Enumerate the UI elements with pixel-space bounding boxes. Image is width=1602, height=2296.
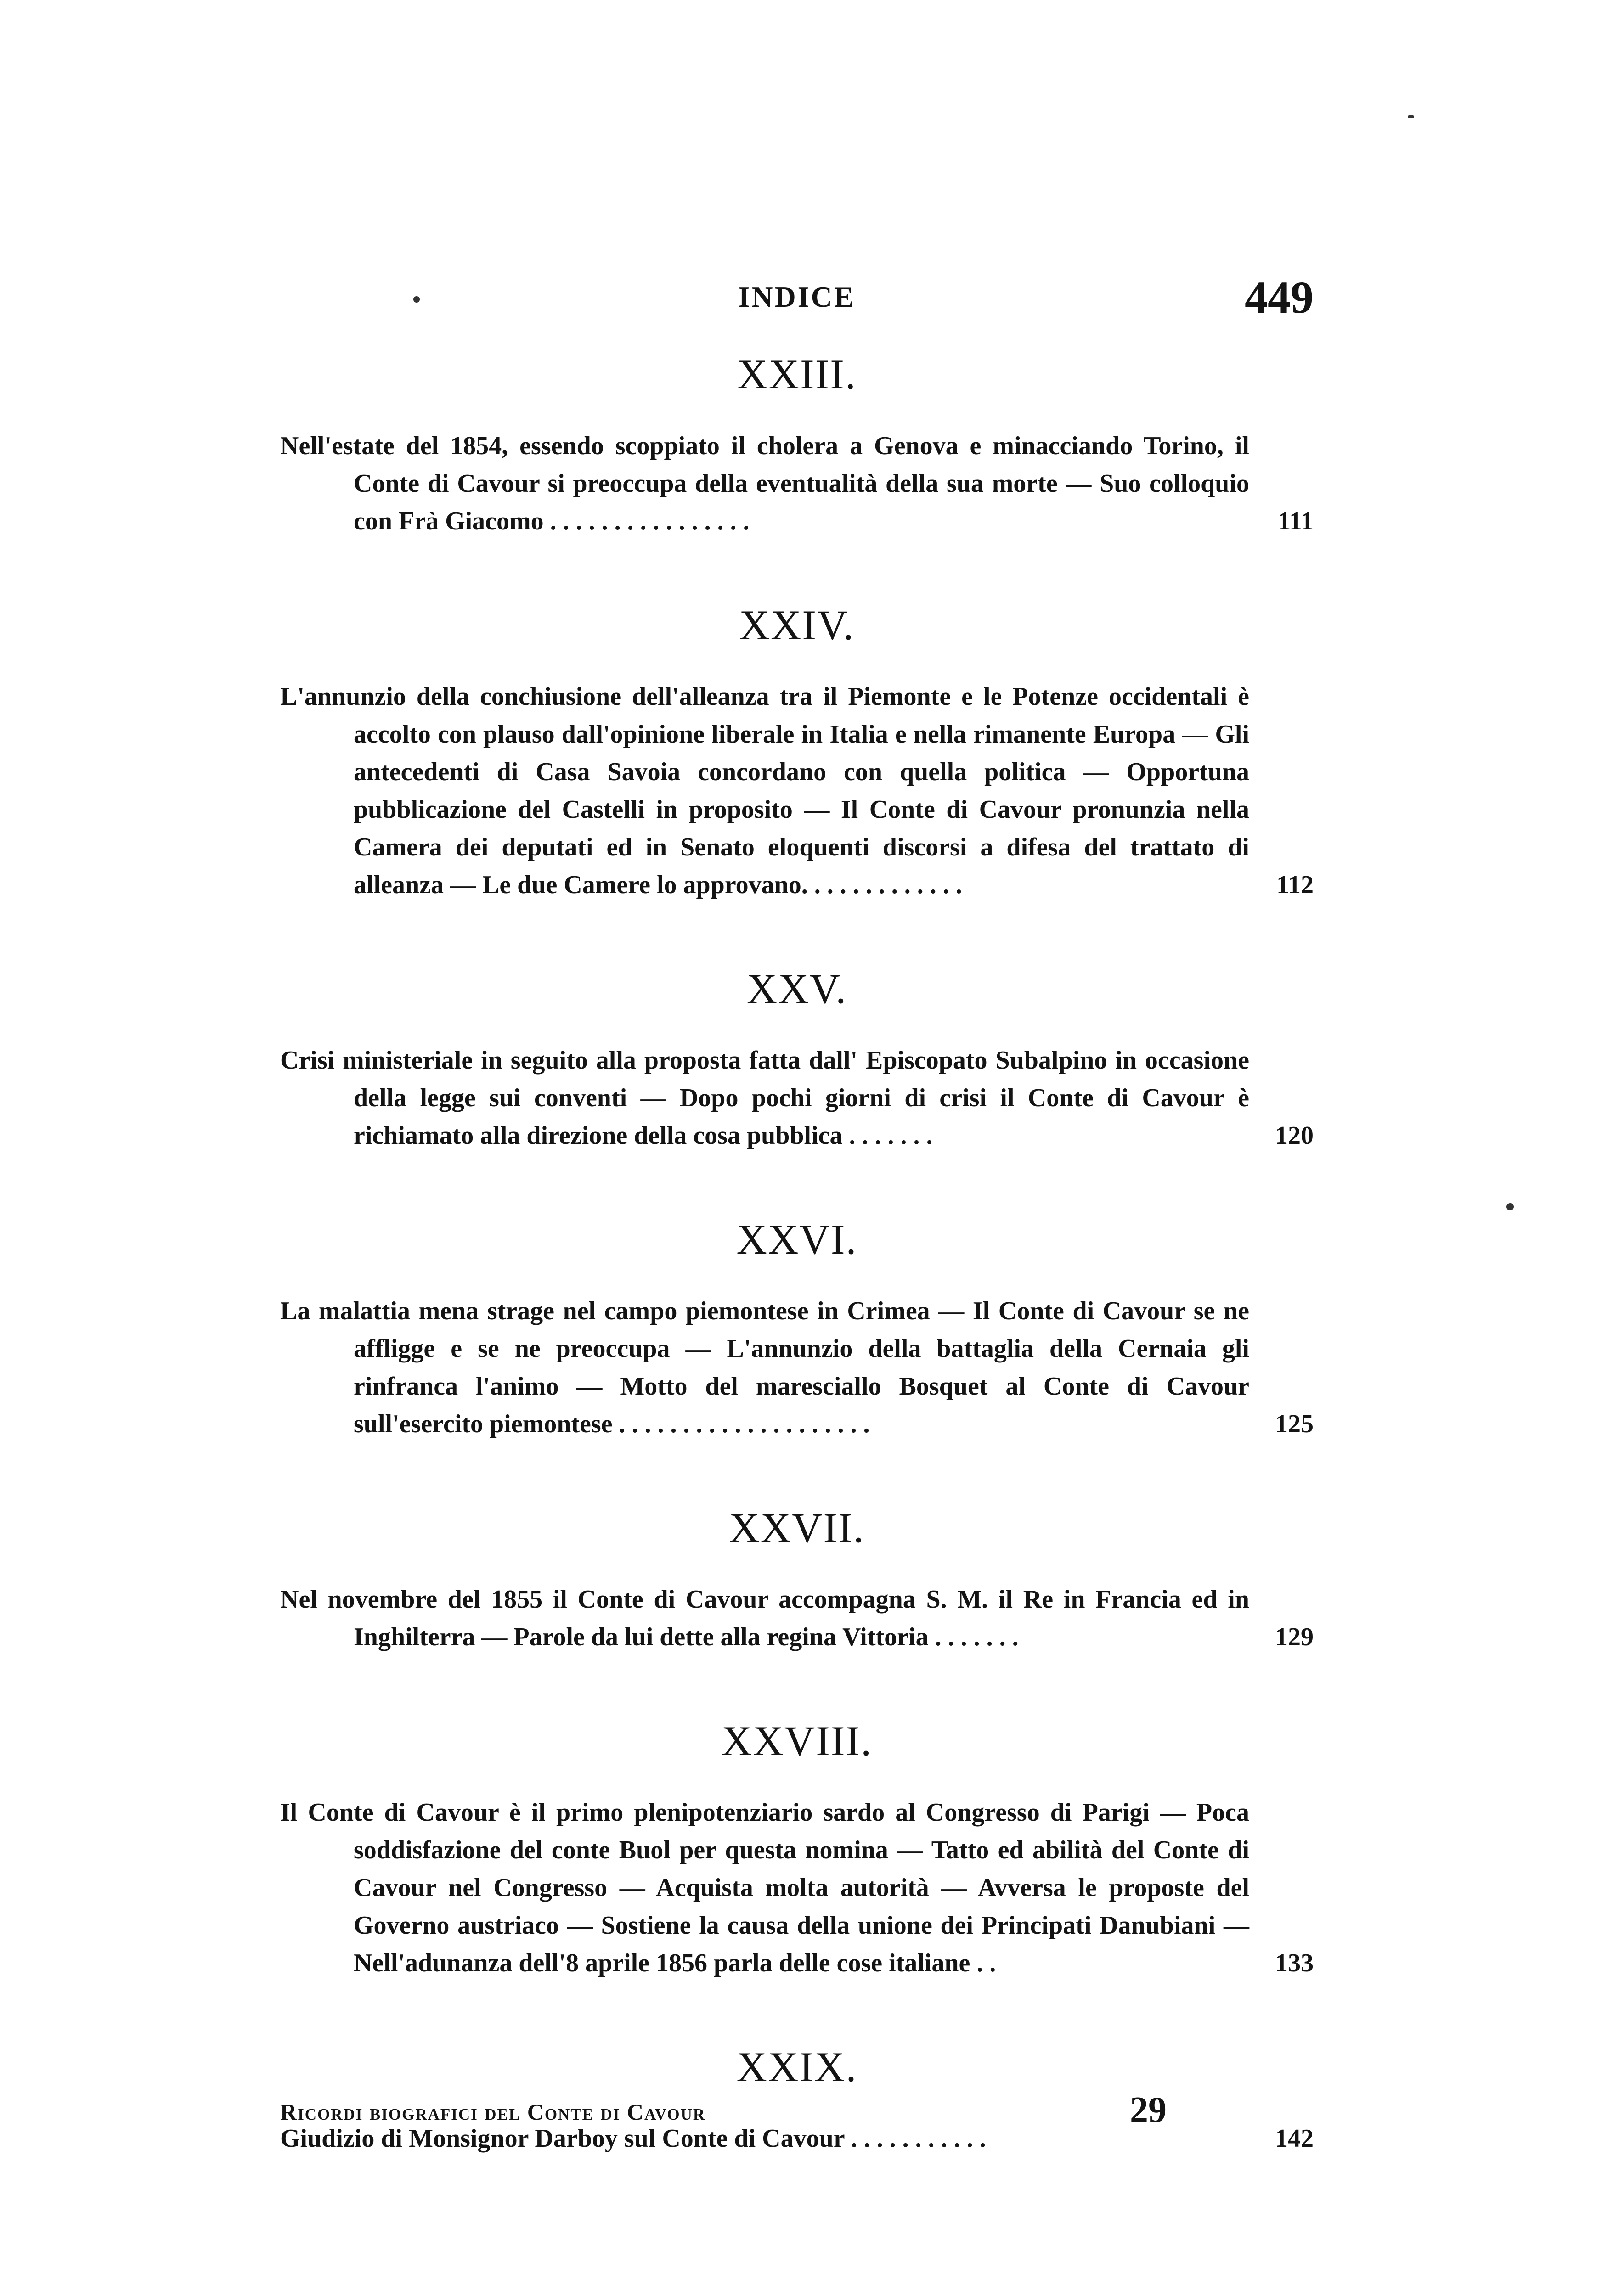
section-title: XXVIII.: [721, 1717, 873, 1764]
index-section: [280, 1214, 1314, 1443]
section-title: XXVI.: [736, 1216, 857, 1263]
index-entry: [280, 1292, 1314, 1443]
page-footer: [280, 2089, 1314, 2140]
page-number: 449: [1245, 272, 1314, 323]
entry-page: 125: [1275, 1410, 1314, 1438]
entry-page: 129: [1275, 1623, 1314, 1651]
entry-text: Crisi ministeriale in seguito alla proposta fatta dall' Episcopato Subalpino in occasione della legge sui conventi — Dopo pochi giorni di crisi il Conte di Cavour è richiamato alla direzione della cosa pubblica . . . . . . .: [280, 1046, 1249, 1150]
book-title-footer: Ricordi biografici del Conte di Cavour: [280, 2099, 706, 2125]
entry-page: 112: [1276, 871, 1314, 899]
page-header: [280, 271, 1314, 326]
section-title: XXIII.: [737, 351, 857, 398]
entry-text: Giudizio di Monsignor Darboy sul Conte di Cavour . . . . . . . . . . .: [280, 2124, 986, 2153]
signature-mark: 29: [1130, 2090, 1167, 2130]
running-title: INDICE: [738, 281, 856, 313]
print-speck: [1506, 1203, 1514, 1210]
index-entry: [280, 1581, 1314, 1656]
index-section: [280, 600, 1314, 904]
entry-page: 111: [1278, 507, 1314, 535]
entry-text: Nell'estate del 1854, essendo scoppiato il cholera a Genova e minacciando Torino, il Conte di Cavour si preoccupa della eventualità della sua morte — Suo colloquio con Frà Giacomo . . . . . . . . . . . . . . . .: [280, 432, 1249, 535]
entry-page: 142: [1275, 2124, 1314, 2153]
index-section: [280, 963, 1314, 1154]
print-speck: [413, 296, 420, 303]
section-title: XXV.: [746, 965, 847, 1012]
index-section: [280, 349, 1314, 540]
index-section: [280, 1503, 1314, 1656]
index-entry: [280, 678, 1314, 904]
index-entry: [280, 1794, 1314, 1982]
section-title: XXIV.: [739, 602, 855, 648]
entry-page: 133: [1275, 1949, 1314, 1977]
index-entry: [280, 1041, 1314, 1154]
entry-text: L'annunzio della conchiusione dell'alleanza tra il Piemonte e le Potenze occidentali è accolto con plauso dall'opinione liberale in Italia e nella rimanente Europa — Gli antecedenti di Casa Savoia concordano con quella politica — Opportuna pubblicazione del Castelli in proposito — Il Conte di Cavour pronunzia nella Camera dei deputati ed in Senato eloquenti discorsi a difesa del trattato di alleanza — Le due Camere lo approvano. . . . . . . . . . . . .: [280, 682, 1249, 899]
entry-page: 120: [1275, 1121, 1314, 1150]
index-section: [280, 1716, 1314, 1982]
entry-text: La malattia mena strage nel campo piemontese in Crimea — Il Conte di Cavour se ne affligge e se ne preoccupa — L'annunzio della battaglia della Cernaia gli rinfranca l'animo — Motto del maresciallo Bosquet al Conte di Cavour sull'esercito piemontese . . . . . . . . . . . . . . . . . . . .: [280, 1297, 1249, 1438]
entry-text: Il Conte di Cavour è il primo plenipotenziario sardo al Congresso di Parigi — Poca soddisfazione del conte Buol per questa nomina — Tatto ed abilità del Conte di Cavour nel Congresso — Acquista molta autorità — Avversa le proposte del Governo austriaco — Sostiene la causa della unione dei Principati Danubiani — Nell'adunanza dell'8 aprile 1856 parla delle cose italiane . .: [280, 1798, 1249, 1977]
print-speck: [1408, 115, 1414, 118]
index-entry: [280, 427, 1314, 540]
section-title: XXIX.: [736, 2043, 857, 2090]
index-content: [280, 349, 1314, 2157]
entry-text: Nel novembre del 1855 il Conte di Cavour accompagna S. M. il Re in Francia ed in Inghilterra — Parole da lui dette alla regina Vittoria . . . . . . .: [280, 1585, 1249, 1651]
section-title: XXVII.: [729, 1504, 865, 1551]
